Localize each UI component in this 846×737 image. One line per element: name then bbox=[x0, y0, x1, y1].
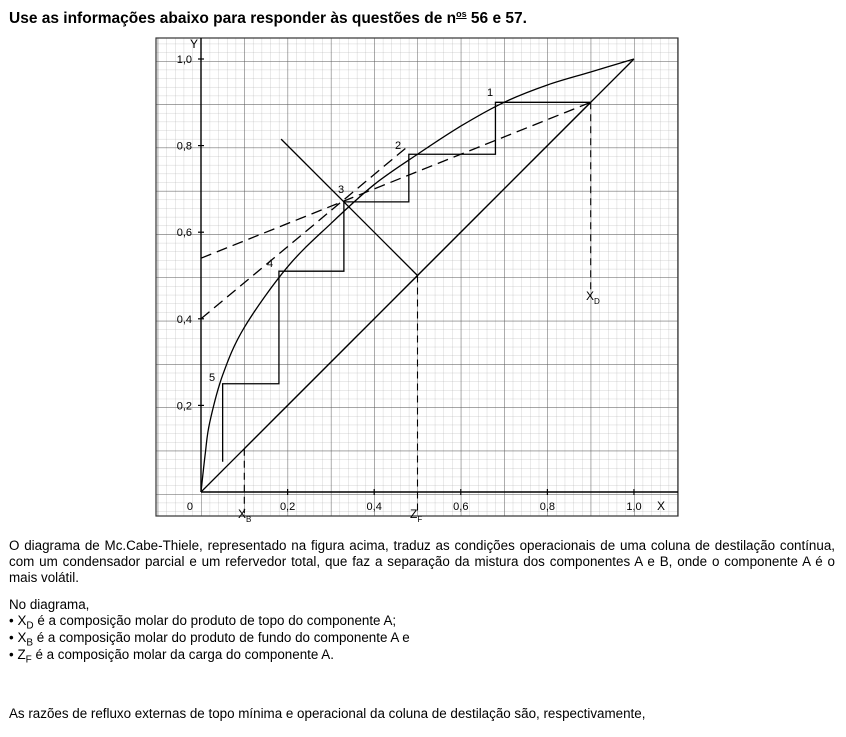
y-tick-label: 0,6 bbox=[176, 227, 192, 240]
x-tick-label: 0,8 bbox=[539, 501, 556, 513]
origin-label: 0 bbox=[186, 501, 193, 513]
x-tick-label: 0,6 bbox=[453, 501, 469, 513]
y-tick-label: 0,8 bbox=[176, 140, 192, 153]
list-item-xb: • $X_B$ é a composição molar do produto de fundo do componente A e bbox=[9, 630, 410, 649]
x-axis-label: X bbox=[657, 499, 666, 513]
list-intro: No diagrama, bbox=[9, 597, 90, 612]
instruction-heading bbox=[9, 9, 527, 28]
heading-suffix: 56 e 57. bbox=[466, 10, 527, 28]
list-item-zf: • $Z_F$ é a composição molar da carga do componente A. bbox=[9, 647, 334, 666]
xd-label: $X_D$ bbox=[586, 289, 600, 306]
mccabe-thiele-diagram bbox=[150, 28, 685, 525]
stage-label-2: 2 bbox=[395, 140, 402, 152]
y-tick-label: 0,4 bbox=[176, 313, 192, 326]
diagram-description: O diagrama de Mc.Cabe-Thiele, representado na figura acima, traduz as condições operacionais de uma coluna de destilação contínua, com um condensador parcial e um refervedor total, que faz a separação da mistura dos componentes A e B, onde o componente A é o mais volátil. bbox=[9, 538, 835, 585]
list-item-xd: • $X_D$ é a composição molar do produto de topo do componente A; bbox=[9, 613, 397, 632]
heading-text: Use as informações abaixo para responder às questões de n bbox=[9, 10, 457, 28]
y-axis-label: Y bbox=[190, 37, 199, 51]
y-tick-label: 0,2 bbox=[176, 400, 192, 413]
stage-label-3: 3 bbox=[338, 184, 345, 196]
heading-superscript: os bbox=[456, 9, 467, 19]
x-tick-label: 0,2 bbox=[279, 501, 296, 513]
x-tick-label: 0,4 bbox=[366, 501, 382, 513]
x-tick-label: 1,0 bbox=[626, 501, 642, 513]
zf-label: $Z_F$ bbox=[410, 507, 423, 524]
y-tick-label: 1,0 bbox=[176, 54, 192, 66]
stage-label-1: 1 bbox=[487, 87, 494, 99]
xb-label: $X_B$ bbox=[238, 507, 252, 524]
stage-label-4: 4 bbox=[267, 258, 274, 270]
stage-label-5: 5 bbox=[209, 372, 216, 384]
question-stem: As razões de refluxo externas de topo mínima e operacional da coluna de destilação são, respectivamente, bbox=[9, 706, 646, 721]
